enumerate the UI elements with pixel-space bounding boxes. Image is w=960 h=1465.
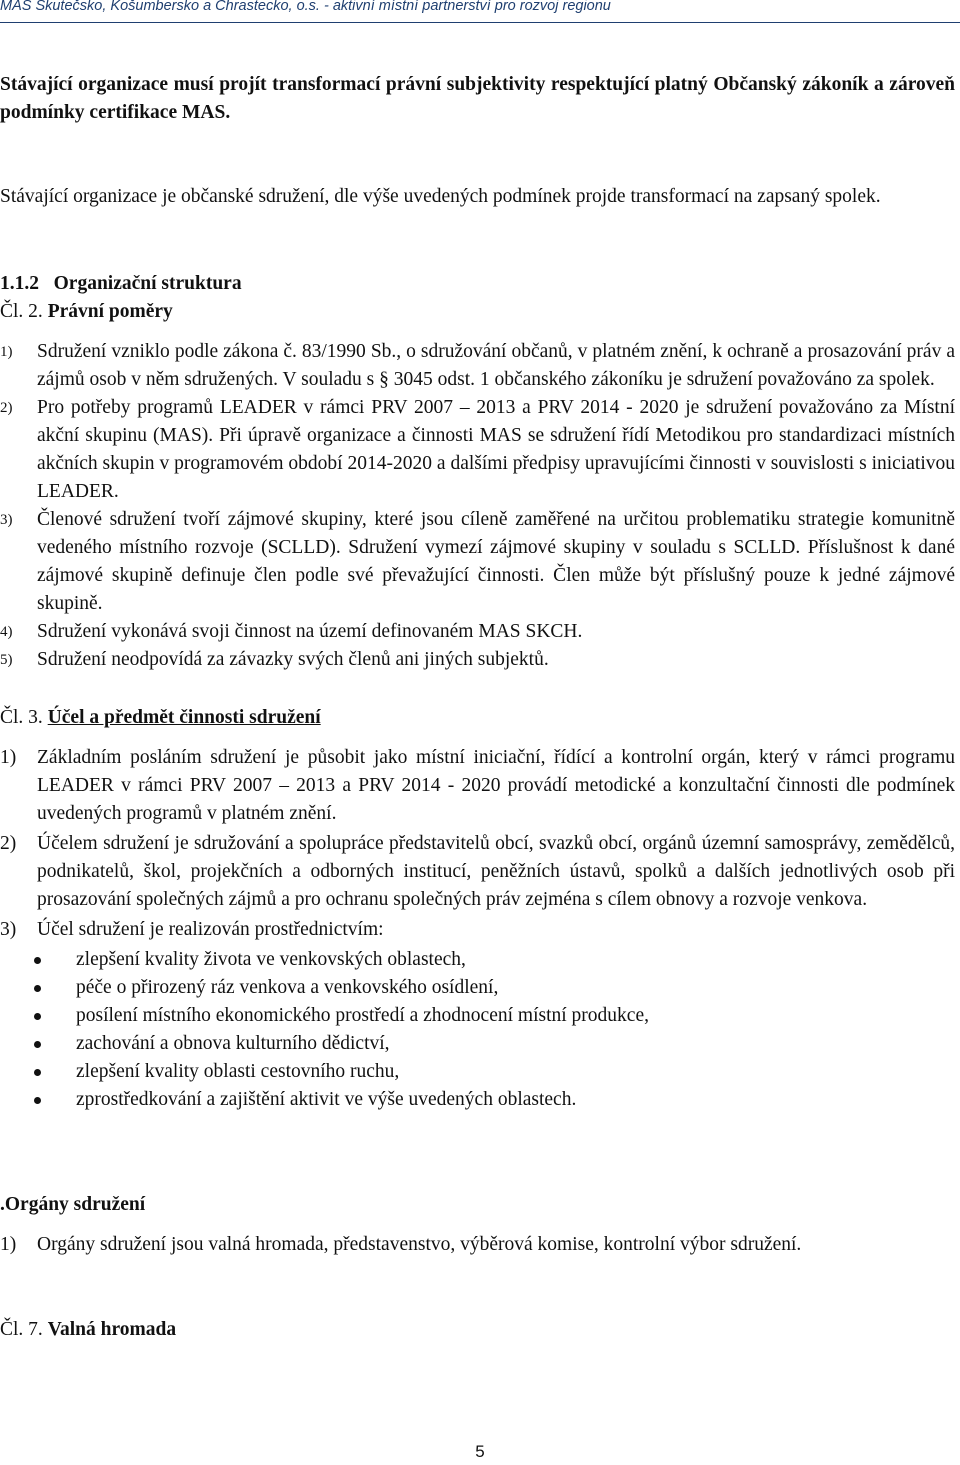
article-3-heading: [0, 704, 955, 732]
bullet-text: péče o přirozený ráz venkova a venkovského osídlení,: [76, 977, 499, 998]
list-item: [0, 338, 955, 394]
list-item: [0, 916, 955, 944]
item-number: 1): [0, 1234, 17, 1255]
bullet-dot-icon: [34, 1013, 41, 1020]
header-divider: [0, 22, 960, 23]
section-title: Organizační struktura: [53, 273, 242, 294]
item-number: 5): [0, 652, 13, 668]
bullet-text: zlepšení kvality oblasti cestovního ruchu,: [76, 1061, 400, 1082]
bullet-item: [0, 1086, 955, 1114]
item-number: 4): [0, 624, 13, 640]
article-title: Právní poměry: [47, 301, 173, 322]
item-text: Sdružení vzniklo podle zákona č. 83/1990 Sb., o sdružování občanů, v platném znění, k ochraně a prosazování práv a zájmů osob v něm sdružených. V souladu s § 3045 odst. 1 občanského zákoníku je sdružení považováno za spolek.: [37, 341, 955, 390]
bullet-text: zprostředkování a zajištění aktivit ve výše uvedených oblastech.: [76, 1089, 577, 1110]
organs-list: [0, 1231, 955, 1259]
bullet-dot-icon: [34, 1041, 41, 1048]
item-number: 1): [0, 344, 13, 360]
list-item: [0, 744, 955, 828]
list-item: [0, 1231, 955, 1259]
organs-heading: .Orgány sdružení: [0, 1194, 146, 1215]
intro-paragraph: Stávající organizace je občanské sdružení, dle výše uvedených podmínek projde transformací na zapsaný spolek.: [0, 186, 881, 207]
item-number: 1): [0, 747, 17, 768]
item-text: Sdružení vykonává svoji činnost na území definovaném MAS SKCH.: [37, 621, 583, 642]
list-item: [0, 618, 955, 646]
item-text: Orgány sdružení jsou valná hromada, představenstvo, výběrová komise, kontrolní výbor sdružení.: [37, 1234, 802, 1255]
bullet-dot-icon: [34, 957, 41, 964]
bullet-item: [0, 1002, 955, 1030]
article-prefix: Čl. 3.: [0, 707, 43, 728]
article-prefix: Čl. 2.: [0, 301, 43, 322]
item-number: 2): [0, 400, 13, 416]
bullet-dot-icon: [34, 1097, 41, 1104]
list-item: [0, 830, 955, 914]
page-number: 5: [475, 1442, 485, 1461]
bullet-item: [0, 974, 955, 1002]
item-text: Účel sdružení je realizován prostřednictvím:: [37, 919, 384, 940]
list-item: [0, 506, 955, 618]
bullet-item: [0, 946, 955, 974]
article-3-list: [0, 744, 955, 1114]
item-text: Sdružení neodpovídá za závazky svých členů ani jiných subjektů.: [37, 649, 549, 670]
article-7-heading: [0, 1316, 955, 1344]
bullet-list: [0, 946, 955, 1114]
bullet-item: [0, 1030, 955, 1058]
item-text: Členové sdružení tvoří zájmové skupiny, které jsou cíleně zaměřené na určitou problematiku strategie komunitně vedeného místního rozvoje (SCLLD). Sdružení vymezí zájmové skupiny v souladu s SCLLD. Příslušnost k dané zájmové skupině definuje člen podle své převažující činnosti. Člen může být příslušný pouze k jedné zájmové skupině.: [37, 509, 955, 614]
list-item: [0, 646, 955, 674]
article-title: Valná hromada: [47, 1319, 177, 1340]
bullet-text: posílení místního ekonomického prostředí a zhodnocení místní produkce,: [76, 1005, 649, 1026]
item-number: 3): [0, 919, 17, 940]
item-number: 2): [0, 833, 17, 854]
item-text: Základním posláním sdružení je působit jako místní iniciační, řídící a kontrolní orgán, který v rámci programu LEADER v rámci PRV 2007 – 2013 a PRV 2014 - 2020 provádí metodické a konzultační činnosti dle podmínek uvedených programů v platném znění.: [37, 747, 955, 824]
article-2-list: [0, 338, 955, 674]
item-text: Účelem sdružení je sdružování a spolupráce představitelů obcí, svazků obcí, orgánů územní samosprávy, zemědělců, podnikatelů, škol, projekčních a odborných institucí, peněžních ústavů, spolků a dalších jednotlivých osob při prosazování společných zájmů a pro ochranu společných práv zejména s cílem obnovy a rozvoje venkova.: [37, 833, 955, 910]
bullet-dot-icon: [34, 1069, 41, 1076]
intro-bold-paragraph: Stávající organizace musí projít transformací právní subjektivity respektující platný Občanský zákoník a zároveň podmínky certifikace MAS.: [0, 74, 955, 123]
bullet-dot-icon: [34, 985, 41, 992]
section-number: 1.1.2: [0, 273, 39, 294]
section-heading-1-1-2: [0, 270, 955, 298]
article-prefix: Čl. 7.: [0, 1319, 43, 1340]
article-title: Účel a předmět činnosti sdružení: [47, 707, 321, 728]
list-item: [0, 394, 955, 506]
item-number: 3): [0, 512, 13, 528]
bullet-item: [0, 1058, 955, 1086]
article-2-heading: [0, 298, 955, 326]
bullet-text: zachování a obnova kulturního dědictví,: [76, 1033, 390, 1054]
running-header: MAS Skutečsko, Košumbersko a Chrastecko, o.s. - aktivní místní partnerství pro rozvoj regionu: [0, 0, 611, 14]
item-text: Pro potřeby programů LEADER v rámci PRV 2007 – 2013 a PRV 2014 - 2020 je sdružení považováno za Místní akční skupinu (MAS). Při úpravě organizace a činnosti MAS se sdružení řídí Metodikou pro standardizaci místních akčních skupin v programovém období 2014-2020 a dalšími předpisy upravujícími činnosti v souvislosti s iniciativou LEADER.: [37, 397, 955, 502]
bullet-text: zlepšení kvality života ve venkovských oblastech,: [76, 949, 466, 970]
